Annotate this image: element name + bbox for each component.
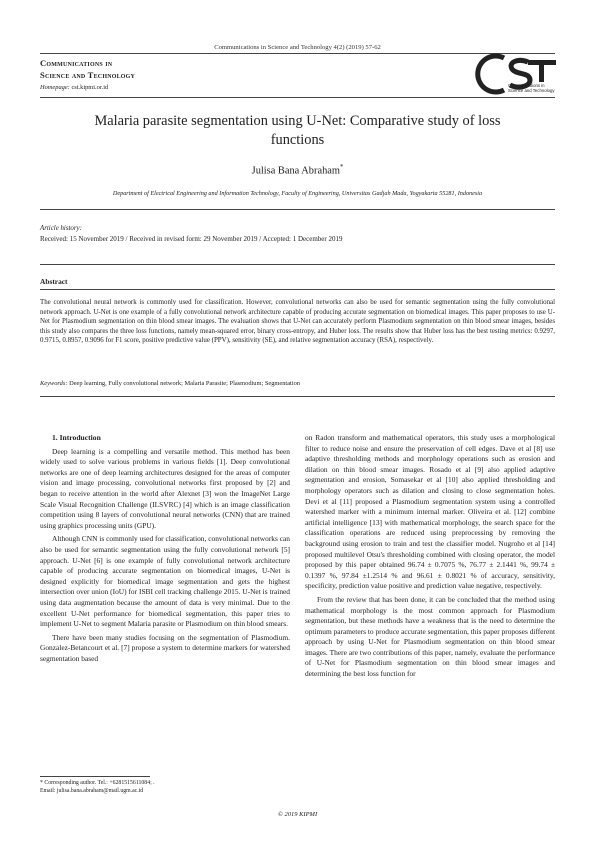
paragraph: Deep learning is a compelling and versatile method. This method has been widely used to solve various problems in various fields [1]. Deep convolutional networks are one of deep learning architectures designed for the areas of computer vision and image processing, convolutional networks first proposed by [2] and began to receive attention in the world after Alexnet [3] won the ImageNet Large Scale Visual Recognition Challenge (ILSVRC) [4] which is an image classification competition using 8 layers of convolutional neural networks (CNN) that are trained using graphics processing units (GPU). bbox=[40, 446, 290, 530]
logo-caption: Communications in Science and Technology bbox=[508, 83, 555, 93]
affiliation-rule bbox=[40, 209, 555, 210]
history-rule bbox=[40, 264, 555, 265]
keywords-label: Keywords: bbox=[40, 380, 68, 387]
running-header: Communications in Science and Technology 4(2) (2019) 57-62 bbox=[214, 44, 381, 51]
journal-name-line2: Science and Technology bbox=[40, 70, 136, 80]
article-title bbox=[40, 112, 555, 150]
paragraph: There have been many studies focusing on the segmentation of Plasmodium. Gonzalez-Betancourt et al. [7] propose a system to determine markers for watershed segmentation based bbox=[40, 632, 290, 663]
abstract-heading-rule bbox=[40, 289, 555, 290]
footnote bbox=[40, 779, 290, 796]
body-column-right bbox=[305, 433, 555, 683]
author-mark: * bbox=[339, 164, 344, 171]
article-title-line2: functions bbox=[270, 132, 325, 148]
author-name: Julisa Bana Abraham* bbox=[251, 164, 344, 177]
header-bottom-rule bbox=[40, 97, 555, 98]
homepage-label: Homepage: bbox=[40, 84, 70, 91]
page-footer: © 2019 KIPMI bbox=[277, 811, 318, 818]
article-title-line1: Malaria parasite segmentation using U-Net: Comparative study of loss bbox=[94, 113, 501, 129]
homepage-link[interactable]: cst.kipmi.or.id bbox=[71, 84, 109, 91]
paragraph: From the review that has been done, it can be concluded that the method using mathematical morphology is the most common approach for Plasmodium segmentation, but these methods have a weakness that is the need to determine the optimum parameters to produce accurate segmentation, this paper proposes different approach by using U-Net for Plasmodium segmentation on thin blood smear images. There are two contributions of this paper, namely, evaluate the performance of U-Net for Plasmodium segmentation on thin blood smear images and determining the best loss function for bbox=[305, 594, 555, 679]
paragraph: on Radon transform and mathematical operators, this study uses a morphological filter to reduce noise and ensure the preservation of cell edges. Dave et al [8] use adaptive thresholding methods and morphology operations such as erosion and dilation on thin blood smear images. Rosado et al [9] also applied adaptive segmentation and erosion, Somasekar et al [10] also applied thresholding and morphology operators such as dilation and closing to close segmentation holes. Devi et al [11] proposed a Plasmodium segmentation system using a controlled watershed marker with a minimum internal marker. Oliveira et al. [12] combine artificial intelligence [13] with mathematical morphology, the search space for the classification operations are reduced using preprocessing by removing the background using erosion to train and test the classifier model. Nugroho et al [14] proposed multilevel Otsu's thresholding combined with closing operator, the model proposed by this paper obtained 96.74 ± 0.7075 %, 76.77 ± 2.1441 %, 99.74 ± 0.1397 %, 97.84 ±1.2514 % and 96.61 ± 0.8021 % of accuracy, sensitivity, specificity, prediction value positive and prediction value negative, respectively. bbox=[305, 433, 555, 591]
abstract-heading: Abstract bbox=[40, 277, 68, 286]
journal-homepage bbox=[40, 84, 108, 91]
author-affiliation: Department of Electrical Engineering and Information Technology, Faculty of Engineering, Universitas Gadjah Mada, Yogyakarta 55281, Indonesia bbox=[112, 190, 483, 197]
abstract-bottom-rule bbox=[40, 396, 555, 397]
paragraph: Although CNN is commonly used for classification, convolutional networks can also be used for semantic segmentation using the fully convolutional network [5] approach. U-Net [6] is one example of fully convolutional network architecture capable of producing accurate segmentation on biomedical images, U-Net is designed explicitly for biomedical image segmentation and gets the highest intersection over union (IoU) for ISBI cell tracking challenge 2015. U-Net is trained using data augmentation because the amount of data is very minimal. Due to the excellent U-Net performance for biomedical segmentation, this paper tries to implement U-Net to segment Malaria parasite or Plasmodium on thin blood smears. bbox=[40, 534, 290, 629]
body-column-left bbox=[40, 433, 290, 667]
keywords bbox=[40, 380, 555, 387]
journal-logo bbox=[474, 52, 558, 100]
abstract-text: The convolutional neural network is commonly used for classification. However, convolutional networks can also be used for semantic segmentation using the fully convolutional network approach. U-Net is one example of a fully convolutional network architecture capable of producing accurate segmentation on biomedical images. This paper proposes to use U-Net for Plasmodium segmentation on thin blood smear images. The evaluation shows that U-Net can accurately perform Plasmodium segmentation on thin blood smear images, besides this study also compares the three loss functions, namely mean-squared error, binary cross-entropy, and Huber loss. The results show that Huber loss has the best testing metrics: 0.9297, 0.9715, 0.8957, 0.9096 for F1 score, positive predictive value (PPV), sensitivity (SE), and relative segmentation accuracy (RSA), respectively. bbox=[40, 299, 555, 345]
section-heading-introduction: 1. Introduction bbox=[52, 433, 101, 442]
footnote-email[interactable]: Email: julisa.bana.abraham@mail.ugm.ac.id bbox=[40, 788, 144, 795]
footnote-corresponding: * Corresponding author. Tel.: +6281515611084; . bbox=[40, 780, 155, 786]
journal-name-line1: Communications in bbox=[40, 58, 113, 68]
article-history: Received: 15 November 2019 / Received in revised form: 29 November 2019 / Accepted: 1 December 2019 bbox=[40, 235, 343, 243]
keywords-list: Deep learning, Fully convolutional network; Malaria Parasite; Plasmodium; Segmentation bbox=[69, 380, 300, 387]
footnote-rule bbox=[40, 776, 150, 777]
article-history-label: Article history: bbox=[40, 225, 82, 232]
journal-name bbox=[40, 57, 135, 81]
